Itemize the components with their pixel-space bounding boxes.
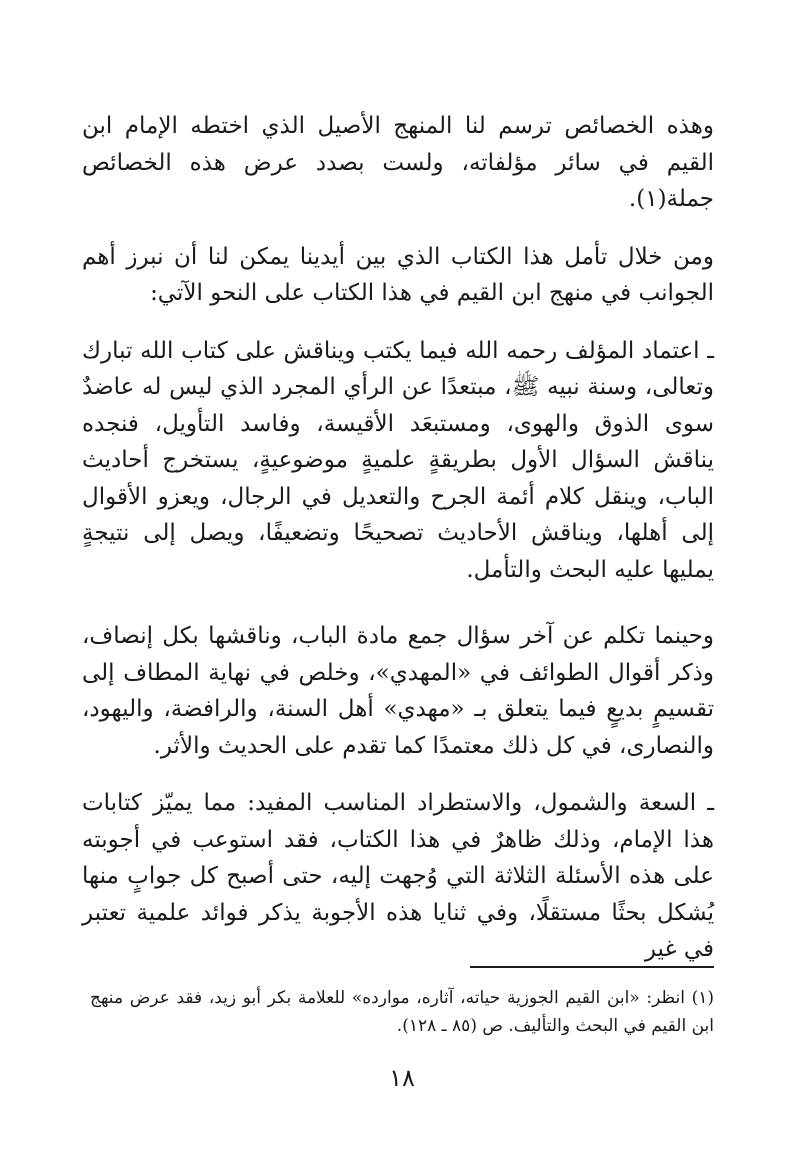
paragraph-mahdi-discussion: وحينما تكلم عن آخر سؤال جمع مادة الباب، وناقشها بكل إنصاف، وذكر أقوال الطوائف في «المهدي»، وخلص في نهاية المطاف إلى تقسيمٍ بديعٍ فيما يتعلق بـ «مهدي» أهل السنة، والرافضة، واليهود، والنصارى، في كل ذلك معتمدًا كما تقدم على الحديث والأثر. — [82, 623, 714, 759]
main-text — [82, 108, 714, 968]
paragraph-breadth: ـ السعة والشمول، والاستطراد المناسب المفيد: مما يميّز كتابات هذا الإمام، وذلك ظاهرٌ في هذا الكتاب، فقد استوعب في أجوبته على هذه الأسئلة الثلاثة التي وُجهت إليه، حتى أصبح كل جوابٍ منها يُشكل بحثًا مستقلًا، وفي ثنايا هذه الأجوبة يذكر فوائد علمية تعتبر في غير — [82, 790, 714, 962]
paragraph-reliance-on-sources: ـ اعتماد المؤلف رحمه الله فيما يكتب ويناقش على كتاب الله تبارك وتعالى، وسنة نبيه ﷺ، مبتعدًا عن الرأي المجرد الذي ليس له عاضدٌ سوى الذوق والهوى، ومستبعَد الأقيسة، وفاسد التأويل، فنجده يناقش السؤال الأول بطريقةٍ علميةٍ موضوعيةٍ، يستخرج أحاديث الباب، وينقل كلام أئمة الجرح والتعديل في الرجال، ويعزو الأقوال إلى أهلها، ويناقش الأحاديث تصحيحًا وتضعيفًا، ويصل إلى نتيجةٍ يمليها عليه البحث والتأمل. — [82, 337, 714, 583]
paragraph-method-overview: ومن خلال تأمل هذا الكتاب الذي بين أيدينا يمكن لنا أن نبرز أهم الجوانب في منهج ابن القيم في هذا الكتاب على النحو الآتي: — [82, 243, 714, 306]
paragraph-intro: وهذه الخصائص ترسم لنا المنهج الأصيل الذي اختطه الإمام ابن القيم في سائر مؤلفاته، ولست بصدد عرض هذه الخصائص جملة(١). — [82, 113, 714, 212]
footnote-separator — [470, 966, 714, 968]
page-number: ١٨ — [389, 1064, 415, 1092]
footnote: (١) انظر: «ابن القيم الجوزية حياته، آثاره، موارده» للعلامة بكر أبو زيد، فقد عرض منهج ابن القيم في البحث والتأليف. ص (٨٥ ـ ١٢٨). — [90, 988, 714, 1036]
